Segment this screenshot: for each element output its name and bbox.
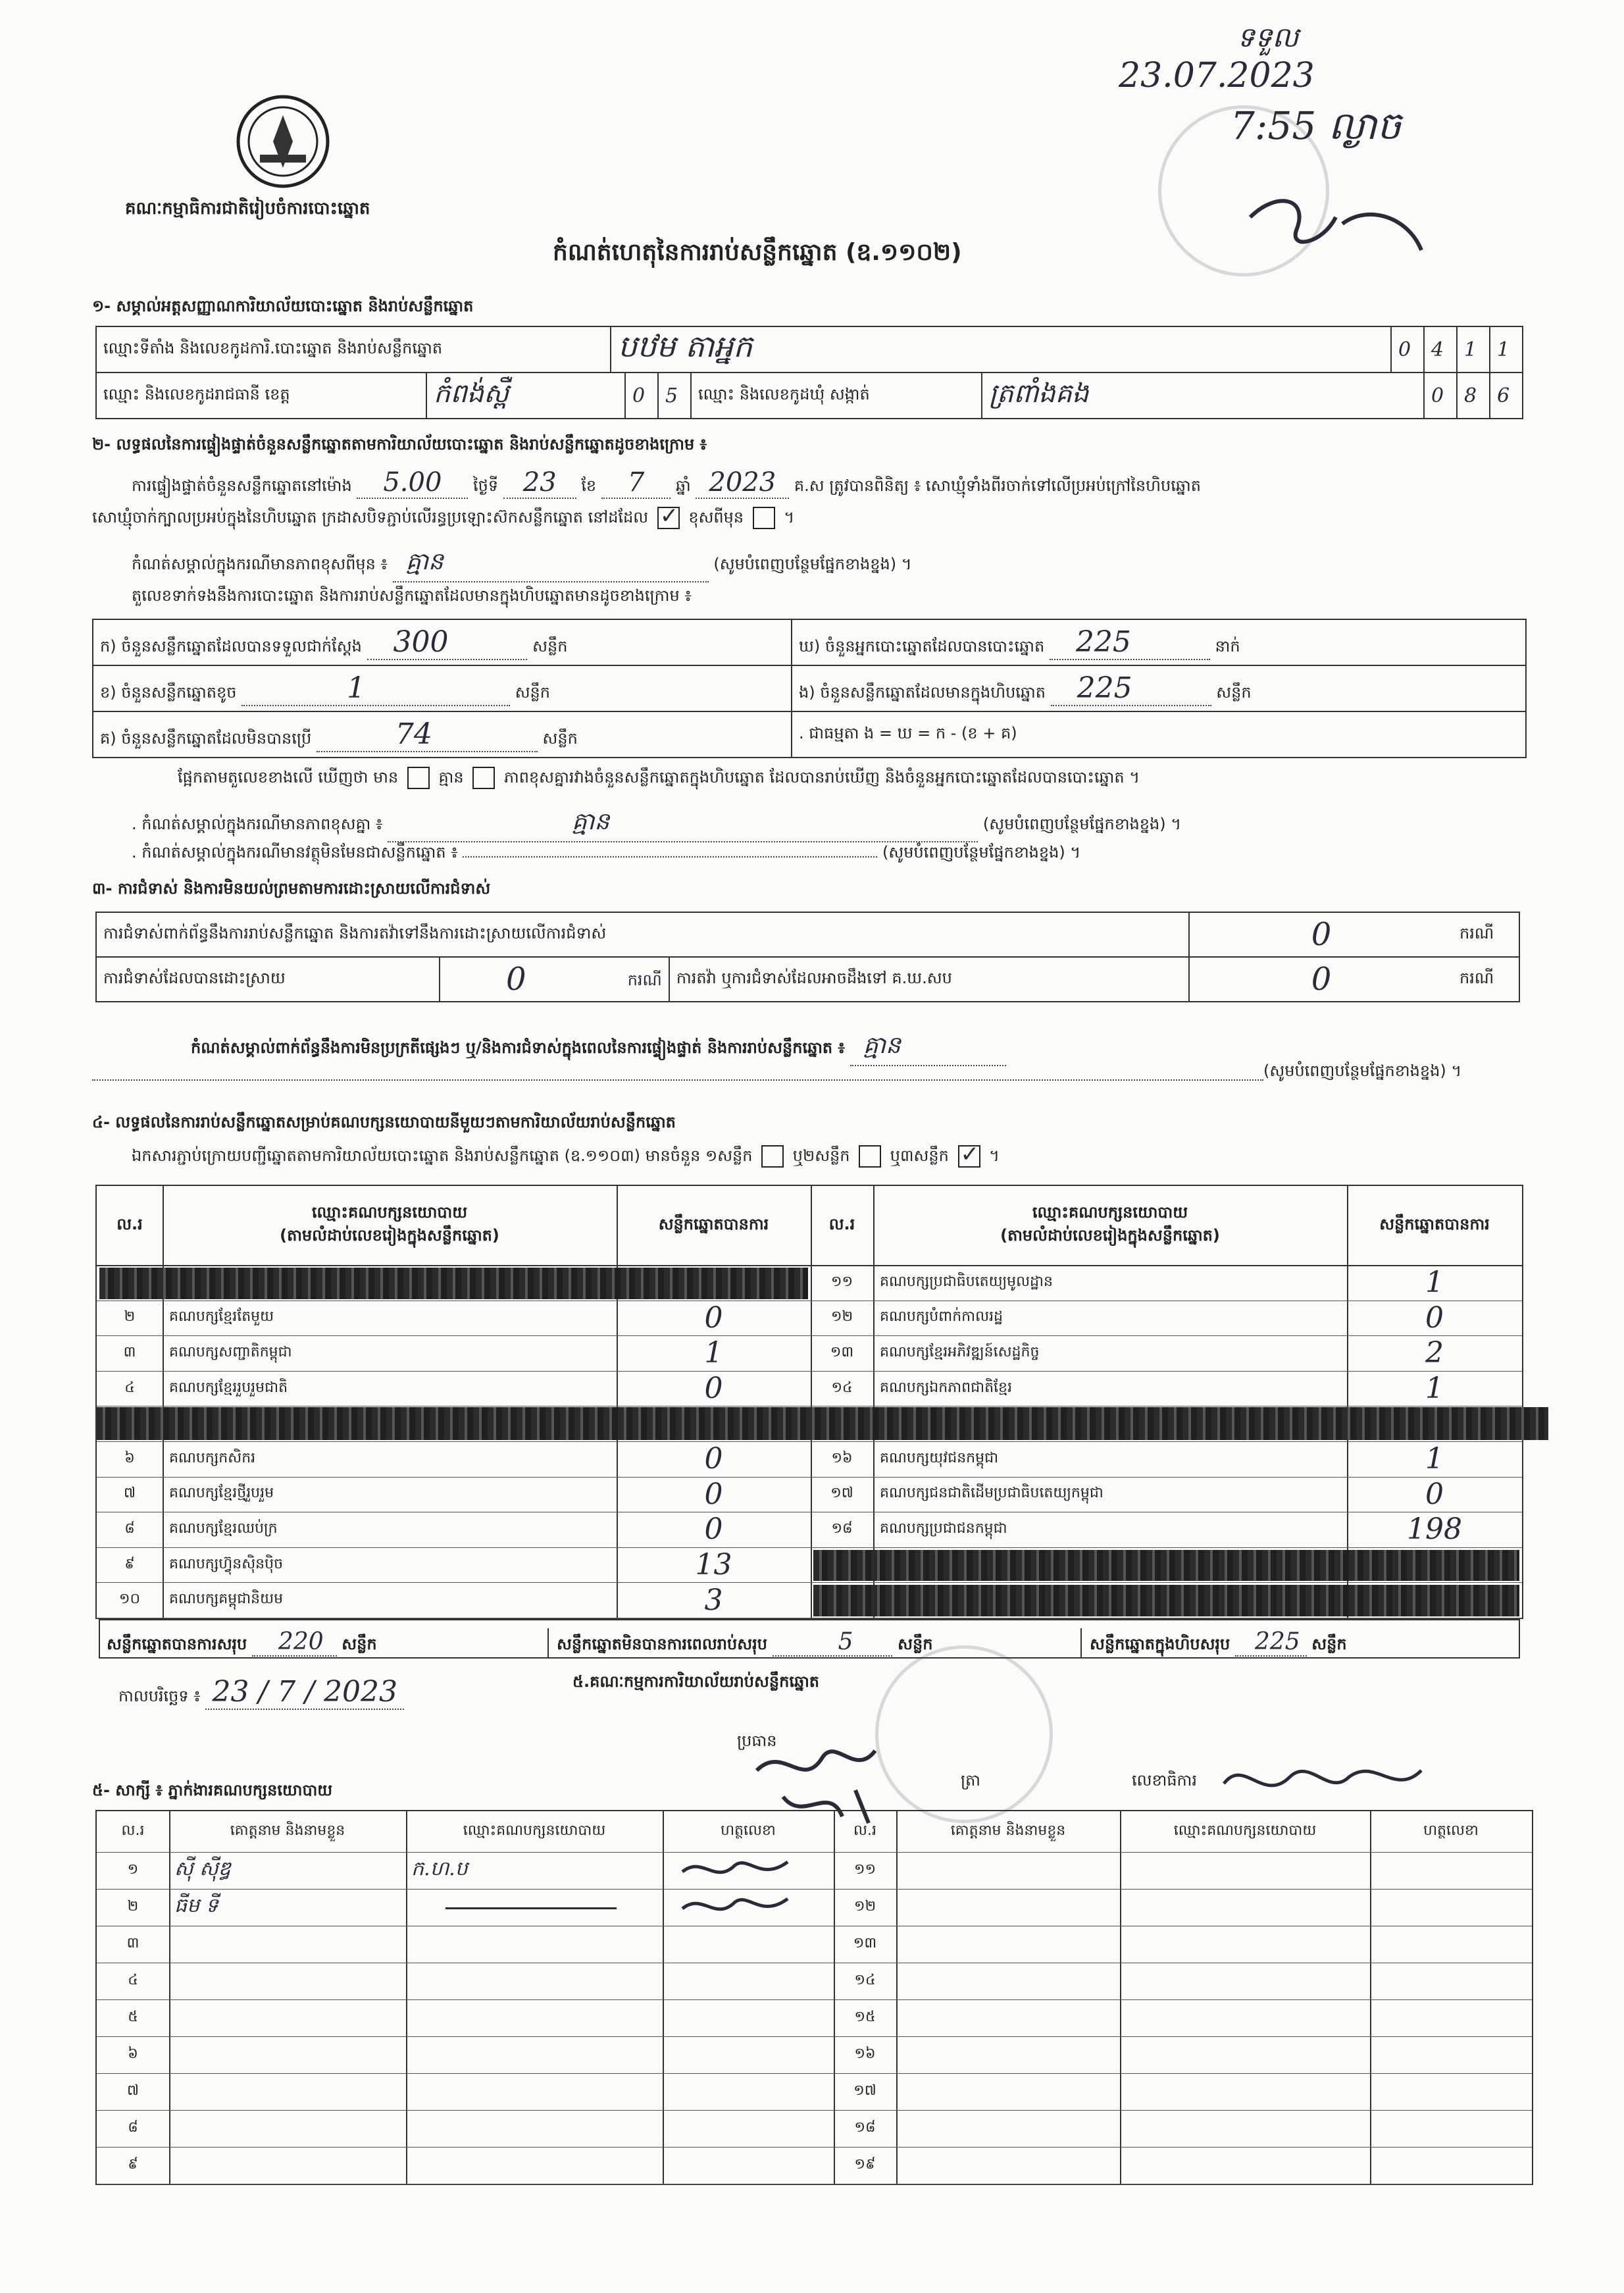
witness-header: ល.រ <box>121 1822 145 1839</box>
total-invalid-value: 5 <box>773 1628 893 1657</box>
diff-checkbox[interactable] <box>753 507 775 529</box>
table-col-divider <box>169 1811 170 2184</box>
party-number: ១៧ <box>830 1485 853 1502</box>
witness-table <box>95 1810 1533 2185</box>
total-valid-label: សន្លឹកឆ្នោតបានការសរុប <box>107 1635 247 1653</box>
party-name: គណបក្សឯកភាពជាតិខ្មែរ <box>880 1379 1012 1396</box>
party-name: គណបក្សខ្មែរអភិវឌ្ឍន៍សេដ្ឋកិច្ច <box>880 1343 1040 1360</box>
redacted-row <box>813 1550 1519 1582</box>
count-e-value: 225 <box>1051 671 1211 706</box>
verify-line2-text: សោឃ្មុំចាក់ក្បាលប្រអប់ក្នុងនៃហិបឆ្នោត ក្រដាសបិទភ្ជាប់លើរន្ធប្រឡោះស៊កសន្លឹកឆ្នោត នៅដដែល <box>92 508 649 527</box>
objection-table <box>95 912 1520 1002</box>
table-row-divider <box>97 2036 1532 2037</box>
party-name: គណបក្សសញ្ជាតិកម្ពុជា <box>169 1343 292 1360</box>
party-name: គណបក្សគម្ពុជានិយម <box>169 1591 284 1608</box>
count-e-unit: សន្លឹក <box>1216 683 1252 702</box>
party-number: ៦ <box>124 1449 135 1466</box>
witness-number: ១៧ <box>853 2082 876 2099</box>
count-d-value: 225 <box>1050 625 1210 660</box>
party-number: ១៦ <box>831 1449 853 1466</box>
resolved-value: 0 <box>506 961 526 998</box>
table-col-divider <box>663 1811 664 2184</box>
irregularity-dotted-line <box>92 1079 1263 1081</box>
formula: . ជាធម្មតា ង = ឃ = ក - (ខ + គ) <box>792 711 1526 758</box>
commune-label: ឈ្មោះ និងលេខកូដឃុំ សង្កាត់ <box>691 373 982 419</box>
col-votes-header-right <box>1347 1186 1522 1265</box>
verify-month: 7 <box>601 467 671 499</box>
diff-check-line <box>178 767 1140 790</box>
party-name: គណបក្សហ៊្វុនស៊ិនប៉ិច <box>169 1555 284 1572</box>
table-col-divider <box>1120 1811 1121 2184</box>
escalated-label: ការតវ៉ា ឬការជំទាស់ដែលអាចដឹងទៅ គ.ឃ.សប <box>669 957 1189 1002</box>
party-votes: 0 <box>704 1301 723 1335</box>
count-b-unit: សន្លឹក <box>515 683 551 702</box>
table-col-divider <box>896 1811 898 2184</box>
objection-label: ការជំទាស់ពាក់ព័ន្ធនឹងការរាប់សន្លឹកឆ្នោត និងការតវ៉ាទៅនឹងការដោះស្រាយលើការជំទាស់ <box>96 912 1189 957</box>
header-subtext: (តាមលំដាប់លេខរៀងក្នុងសន្លឹកឆ្នោត) <box>280 1226 499 1245</box>
count-c-unit: សន្លឹក <box>542 729 578 748</box>
attach-2-label: ឬ២សន្លឹក <box>792 1146 850 1165</box>
irregularity-value: គ្មាន <box>850 1030 1006 1066</box>
diff-check-label: ផ្អែកតាមតួលេខខាងលើ ឃើញថា មាន <box>178 768 399 786</box>
table-row-divider <box>811 1582 1522 1583</box>
diff-note-line <box>132 806 1181 842</box>
witness-number: ១ <box>127 1861 139 1878</box>
province-code-1: 0 <box>625 373 658 419</box>
party-votes: 3 <box>704 1583 723 1617</box>
no-diff-checkbox[interactable] <box>472 767 495 789</box>
header-text: សន្លឹកឆ្នោតបានការ <box>1379 1214 1490 1233</box>
diff-label: ខុសពីមុន <box>688 508 744 527</box>
section1-heading: ១- សម្គាល់អត្តសញ្ញាណការិយាល័យបោះឆ្នោត និងរាប់សន្លឹកឆ្នោត <box>92 297 474 315</box>
attach-label: ឯកសារភ្ជាប់ក្រោយបញ្ជីឆ្នោតតាមការិយាល័យបោះឆ្នោត និងរាប់សន្លឹកឆ្នោត (ឧ.១១០៣) មានចំនួន ១សន្លឹក <box>132 1146 753 1165</box>
party-name: គណបក្សខ្មែរថ្មីរួបរួម <box>169 1485 274 1502</box>
witness-number: ៥ <box>128 2009 138 2025</box>
has-diff-checkbox[interactable] <box>407 767 430 789</box>
invalid-note-line <box>132 842 1080 865</box>
count-b-value: 1 <box>241 671 510 706</box>
resolved-unit: ករណី <box>627 971 662 989</box>
witness-header: គោត្តនាម និងនាមខ្លួន <box>950 1822 1066 1839</box>
diff-note-hint: (សូមបំពេញបន្ថែមផ្នែកខាងខ្នង) ។ <box>982 815 1182 833</box>
table-row-divider <box>97 2147 1532 2148</box>
witness-number: ៤ <box>128 1972 138 1988</box>
party-votes: 2 <box>1425 1336 1444 1370</box>
count-a-value: 300 <box>367 625 528 660</box>
party-number: ៣ <box>123 1343 136 1360</box>
verify-day-label: ថ្ងៃទី <box>473 477 499 495</box>
count-c-label: គ) ចំនួនសន្លឹកឆ្នោតដែលមិនបានប្រើ <box>100 729 312 748</box>
location-code-4: 1 <box>1490 326 1523 373</box>
verify-year: 2023 <box>696 467 789 499</box>
witness-number: ១៦ <box>854 2046 876 2062</box>
handwritten-time: 7:55 ល្ងាច <box>1231 103 1402 148</box>
attach-2-checkbox[interactable] <box>859 1145 881 1168</box>
total-box-value: 225 <box>1235 1628 1307 1657</box>
witness-number: ៧ <box>126 2082 140 2099</box>
table-row-divider <box>97 2110 1532 2111</box>
party-name: គណបក្សជនជាតិដើមប្រជាធិបតេយ្យកម្ពុជា <box>880 1485 1104 1502</box>
president-label: ប្រធាន <box>737 1732 777 1750</box>
section5-heading: ៥- សាក្សី ៖ ភ្នាក់ងារគណបក្សនយោបាយ <box>92 1781 333 1799</box>
note-value: គ្មាន <box>393 546 709 582</box>
redacted-row <box>813 1585 1519 1616</box>
witness-signature <box>676 1852 807 1889</box>
count-d-unit: នាក់ <box>1215 636 1240 656</box>
witness-number: ១៥ <box>854 2009 876 2025</box>
total-box-label: សន្លឹកឆ្នោតក្នុងហិបសរុប <box>1090 1635 1231 1653</box>
invalid-note-label: . កំណត់សម្គាល់ក្នុងករណីមានវត្ថុមិនមែនជាសន្លឹកឆ្នោត ៖ <box>132 843 458 862</box>
verify-time-label: ការផ្ទៀងផ្ទាត់ចំនួនសន្លឹកឆ្នោតនៅម៉ោង <box>132 477 352 495</box>
party-votes: 0 <box>704 1477 723 1511</box>
col-party-header-left <box>163 1186 617 1265</box>
verify-month-label: ខែ <box>581 477 597 495</box>
party-votes: 1 <box>1425 1372 1444 1406</box>
counts-intro: តួលេខទាក់ទងនឹងការបោះឆ្នោត និងការរាប់សន្លឹកឆ្នោតដែលមានក្នុងហិបឆ្នោតមានដូចខាងក្រោម ៖ <box>132 586 692 605</box>
table-col-divider <box>1370 1811 1371 2184</box>
party-number: ១៣ <box>830 1343 854 1360</box>
count-c-value: 74 <box>317 717 538 752</box>
attach-1-checkbox[interactable] <box>761 1145 784 1168</box>
total-valid-value: 220 <box>252 1628 337 1657</box>
invalid-note-hint: (សូមបំពេញបន្ថែមផ្នែកខាងខ្នង) ។ <box>882 843 1081 862</box>
province-label: ឈ្មោះ និងលេខកូដរាជធានី ខេត្ត <box>96 373 426 419</box>
party-number: ២ <box>124 1308 136 1326</box>
commune-code-1: 0 <box>1424 373 1457 419</box>
party-votes: 0 <box>1425 1301 1444 1335</box>
section1-table-row2 <box>95 372 1523 419</box>
col-no-header-left <box>97 1186 163 1265</box>
count-e-label: ង) ចំនួនសន្លឹកឆ្នោតដែលមានក្នុងហិបឆ្នោត <box>799 683 1046 702</box>
witness-2-name: ធីម ទី <box>174 1894 218 1917</box>
header-text: ឈ្មោះគណបក្សនយោបាយ <box>1032 1203 1188 1222</box>
party-number: ១១ <box>830 1273 853 1290</box>
redacted-row <box>99 1268 808 1299</box>
table-col-divider <box>406 1811 407 2184</box>
party-votes: 0 <box>704 1512 723 1547</box>
sign-date <box>118 1675 404 1710</box>
count-a-unit: សន្លឹក <box>532 636 568 656</box>
count-b-label: ខ) ចំនួនសន្លឹកឆ្នោតខូច <box>100 683 237 702</box>
total-invalid-unit: សន្លឹក <box>898 1635 933 1653</box>
escalated-value: 0 <box>1189 957 1453 1002</box>
same-checkbox[interactable] <box>657 507 680 529</box>
note-line <box>132 546 912 582</box>
witness-header: ឈ្មោះគណបក្សនយោបាយ <box>463 1822 606 1839</box>
verify-line1-rest: គ.ស ត្រូវបានពិនិត្យ ៖ សោឃ្មុំទាំងពីរចាក់ទៅលើប្រអប់ក្រៅនៃហិបឆ្នោត <box>794 477 1201 495</box>
location-value: បឋម តាអ្នក <box>611 326 1391 373</box>
witness-1-name: សុី ស៊ីឌ្ធ <box>174 1857 231 1880</box>
secretary-label: លេខាធិការ <box>1132 1771 1198 1790</box>
no-diff-label: គ្មាន <box>438 768 464 786</box>
party-name: គណបក្សយុវជនកម្ពុជា <box>880 1449 999 1466</box>
sign-date-value: 23 / 7 / 2023 <box>205 1675 404 1710</box>
province-code-2: 5 <box>658 373 691 419</box>
table-row-divider <box>97 2073 1532 2074</box>
note-label: កំណត់សម្គាល់ក្នុងករណីមានភាពខុសពីមុន ៖ <box>132 555 388 573</box>
party-number: ៩ <box>124 1555 135 1572</box>
witness-header: គោត្តនាម និងនាមខ្លួន <box>230 1822 345 1839</box>
commune-value: ត្រពាំងគង <box>982 373 1424 419</box>
party-votes: 198 <box>1407 1512 1462 1547</box>
location-label: ឈ្មោះទីតាំង និងលេខកូដការិ.បោះឆ្នោត និងរាប់សន្លឹកឆ្នោត <box>96 326 611 373</box>
witness-header: ល.រ <box>853 1822 876 1839</box>
objection-unit: ករណី <box>1453 912 1519 957</box>
header-text: ល.រ <box>116 1214 143 1233</box>
witness-header: ហត្ថលេខា <box>721 1822 776 1839</box>
witness-header: ឈ្មោះគណបក្សនយោបាយ <box>1173 1822 1317 1839</box>
verify-time: 5.00 <box>357 467 468 499</box>
witness-number: ៦ <box>128 2046 138 2062</box>
sign-date-label: កាលបរិច្ឆេទ ៖ <box>118 1687 201 1705</box>
section4-heading: ៤- លទ្ធផលនៃការរាប់សន្លឹកឆ្នោតសម្រាប់គណបក្សនយោបាយនីមួយៗតាមការិយាល័យរាប់សន្លឹកឆ្នោត <box>92 1113 676 1131</box>
total-valid-unit: សន្លឹក <box>342 1635 377 1653</box>
org-name: គណៈកម្មាធិការជាតិរៀបចំការបោះឆ្នោត <box>125 199 370 219</box>
page-title: កំណត់ហេតុនៃការរាប់សន្លឹកឆ្នោត (ឧ.១១០២) <box>553 239 962 266</box>
col-votes-header-left <box>617 1186 811 1265</box>
attach-line: ឯកសារភ្ជាប់ក្រោយបញ្ជីឆ្នោតតាមការិយាល័យបោះឆ្នោត និងរាប់សន្លឹកឆ្នោត (ឧ.១១០៣) មានចំនួន ១សន្លឹក ឬ២សន្លឹក ឬ៣សន្លឹក ✓ ។ <box>132 1145 1000 1169</box>
col-no-header-right <box>811 1186 873 1265</box>
attach-3-label: ឬ៣សន្លឹក <box>890 1146 949 1165</box>
counts-table <box>92 619 1527 758</box>
col-party-header-right <box>873 1186 1347 1265</box>
party-name: គណបក្សខ្មែរឈប់ក្រ <box>169 1520 278 1537</box>
location-code-3: 1 <box>1457 326 1490 373</box>
witness-1-party: ក.ហ.ប <box>411 1857 468 1880</box>
party-name: គណបក្សខ្មែររួបរួមជាតិ <box>169 1379 288 1396</box>
attach-3-checkbox[interactable] <box>958 1145 980 1168</box>
total-invalid-label: សន្លឹកឆ្នោតមិនបានការពេលរាប់សរុប <box>557 1635 767 1653</box>
party-name: គណបក្សប្រជាជនកម្ពុជា <box>880 1520 1007 1537</box>
verify-day: 23 <box>503 467 576 499</box>
party-number: ៤ <box>124 1379 135 1396</box>
redacted-row-wide <box>97 1407 1548 1440</box>
irregularity-hint: (សូមបំពេញបន្ថែមផ្នែកខាងខ្នង) ។ <box>1263 1062 1462 1080</box>
party-number: ១៤ <box>831 1379 853 1396</box>
verify-year-label: ឆ្នាំ <box>675 477 691 495</box>
witness-signature <box>676 1889 807 1926</box>
party-number: ១២ <box>830 1308 853 1326</box>
invalid-note-value <box>463 856 877 858</box>
handwritten-note: ទទួល <box>1237 21 1299 53</box>
party-votes: 13 <box>695 1548 732 1582</box>
handwritten-signature-top <box>1237 178 1434 263</box>
location-code-2: 4 <box>1424 326 1457 373</box>
diff-check-rest: ភាពខុសគ្នារវាងចំនួនសន្លឹកឆ្នោតក្នុងហិបឆ្នោត ដែលបានរាប់ឃើញ និងចំនួនអ្នកបោះឆ្នោតដែលបានបោះឆ្នោត ។ <box>503 768 1140 786</box>
party-name: គណបក្សកសិករ <box>169 1449 256 1466</box>
party-number: ៧ <box>123 1485 136 1502</box>
secretary-signature <box>1217 1751 1434 1810</box>
party-name: គណបក្សប្រជាធិបតេយ្យមូលដ្ឋាន <box>880 1273 1053 1290</box>
witness-2-party-ditto <box>445 1907 617 1909</box>
stamp-label: ត្រា <box>961 1771 980 1790</box>
witness-number: ១៩ <box>854 2156 876 2173</box>
count-d-label: ឃ) ចំនួនអ្នកបោះឆ្នោតដែលបានបោះឆ្នោត <box>799 636 1045 656</box>
party-votes: 0 <box>704 1442 723 1476</box>
count-a-label: ក) ចំនួនសន្លឹកឆ្នោតដែលបានទទួលជាក់ស្តែង <box>100 636 362 656</box>
witness-number: ៨ <box>128 2119 138 2136</box>
witness-number: ១២ <box>853 1898 876 1915</box>
party-name: គណបក្សខ្មែរតែមួយ <box>169 1308 274 1326</box>
party-votes: 1 <box>704 1336 723 1370</box>
section1-table <box>95 326 1523 373</box>
irregularity-label: កំណត់សម្គាល់ពាក់ព័ន្ធនឹងការមិនប្រក្រតីផ្សេងៗ ឬ/និងការជំទាស់ក្នុងពេលនៃការផ្ទៀងផ្ទាត់ និងការរាប់សន្លឹកឆ្នោត ៖ <box>191 1039 846 1057</box>
commune-code-2: 8 <box>1457 373 1490 419</box>
escalated-unit: ករណី <box>1453 957 1519 1002</box>
handwritten-date: 23.07.2023 <box>1119 56 1315 95</box>
section3-heading: ៣- ការជំទាស់ និងការមិនយល់ព្រមតាមការដោះស្រាយលើការជំទាស់ <box>92 879 491 898</box>
province-value: កំពង់ស្ពឺ <box>426 373 625 419</box>
witness-number: ១៣ <box>853 1935 877 1951</box>
diff-note-label: . កំណត់សម្គាល់ក្នុងករណីមានភាពខុសគ្នា ៖ <box>132 815 383 833</box>
location-code-1: 0 <box>1391 326 1424 373</box>
diff-note-value: គ្មាន <box>388 806 978 842</box>
commune-code-3: 6 <box>1490 373 1523 419</box>
committee-label: ៥.គណៈកម្មការការិយាល័យរាប់សន្លឹកឆ្នោត <box>572 1672 820 1691</box>
total-box-unit: សន្លឹក <box>1311 1635 1347 1653</box>
party-name: គណបក្សបំពាក់កាលរដ្ឋ <box>880 1308 1003 1326</box>
witness-number: ១១ <box>853 1861 876 1878</box>
table-row-divider <box>97 1999 1532 2000</box>
verify-line-2: សោឃ្មុំចាក់ក្បាលប្រអប់ក្នុងនៃហិបឆ្នោត ក្រដាសបិទភ្ជាប់លើរន្ធប្រឡោះស៊កសន្លឹកឆ្នោត នៅដដែល ✓ ខុសពីមុន ។ <box>92 507 794 530</box>
results-table <box>95 1185 1523 1619</box>
party-votes: 0 <box>704 1372 723 1406</box>
party-number: ១០ <box>118 1591 141 1608</box>
verify-line-1 <box>132 467 1201 499</box>
party-votes: 1 <box>1425 1442 1444 1476</box>
table-row-divider <box>811 1547 1522 1548</box>
witness-number: ៣ <box>126 1935 140 1951</box>
nec-logo <box>230 92 336 191</box>
header-text: សន្លឹកឆ្នោតបានការ <box>658 1214 769 1233</box>
witness-number: ៩ <box>128 2156 138 2173</box>
party-votes: 0 <box>1425 1477 1444 1511</box>
witness-number: ១៨ <box>854 2119 876 2136</box>
witness-number: ២ <box>127 1898 139 1915</box>
resolved-label: ការជំទាស់ដែលបានដោះស្រាយ <box>96 957 440 1002</box>
irregularity-note <box>191 1030 1006 1066</box>
note-hint: (សូមបំពេញបន្ថែមផ្នែកខាងខ្នង) ។ <box>713 555 912 573</box>
header-text: ល.រ <box>828 1214 855 1233</box>
section2-heading: ២- លទ្ធផលនៃការផ្ទៀងផ្ទាត់ចំនួនសន្លឹកឆ្នោតតាមការិយាល័យបោះឆ្នោត និងរាប់សន្លឹកឆ្នោតដូចខាងក្រោម ៖ <box>92 435 707 453</box>
witness-number: ១៤ <box>854 1972 876 1988</box>
party-votes: 1 <box>1425 1266 1444 1300</box>
witness-header: ហត្ថលេខា <box>1423 1822 1479 1839</box>
totals-line <box>99 1619 1520 1659</box>
objection-value: 0 <box>1189 912 1453 957</box>
header-subtext: (តាមលំដាប់លេខរៀងក្នុងសន្លឹកឆ្នោត) <box>1000 1226 1220 1245</box>
party-number: ១៨ <box>831 1520 853 1537</box>
header-text: ឈ្មោះគណបក្សនយោបាយ <box>311 1203 468 1222</box>
party-number: ៨ <box>124 1520 135 1537</box>
